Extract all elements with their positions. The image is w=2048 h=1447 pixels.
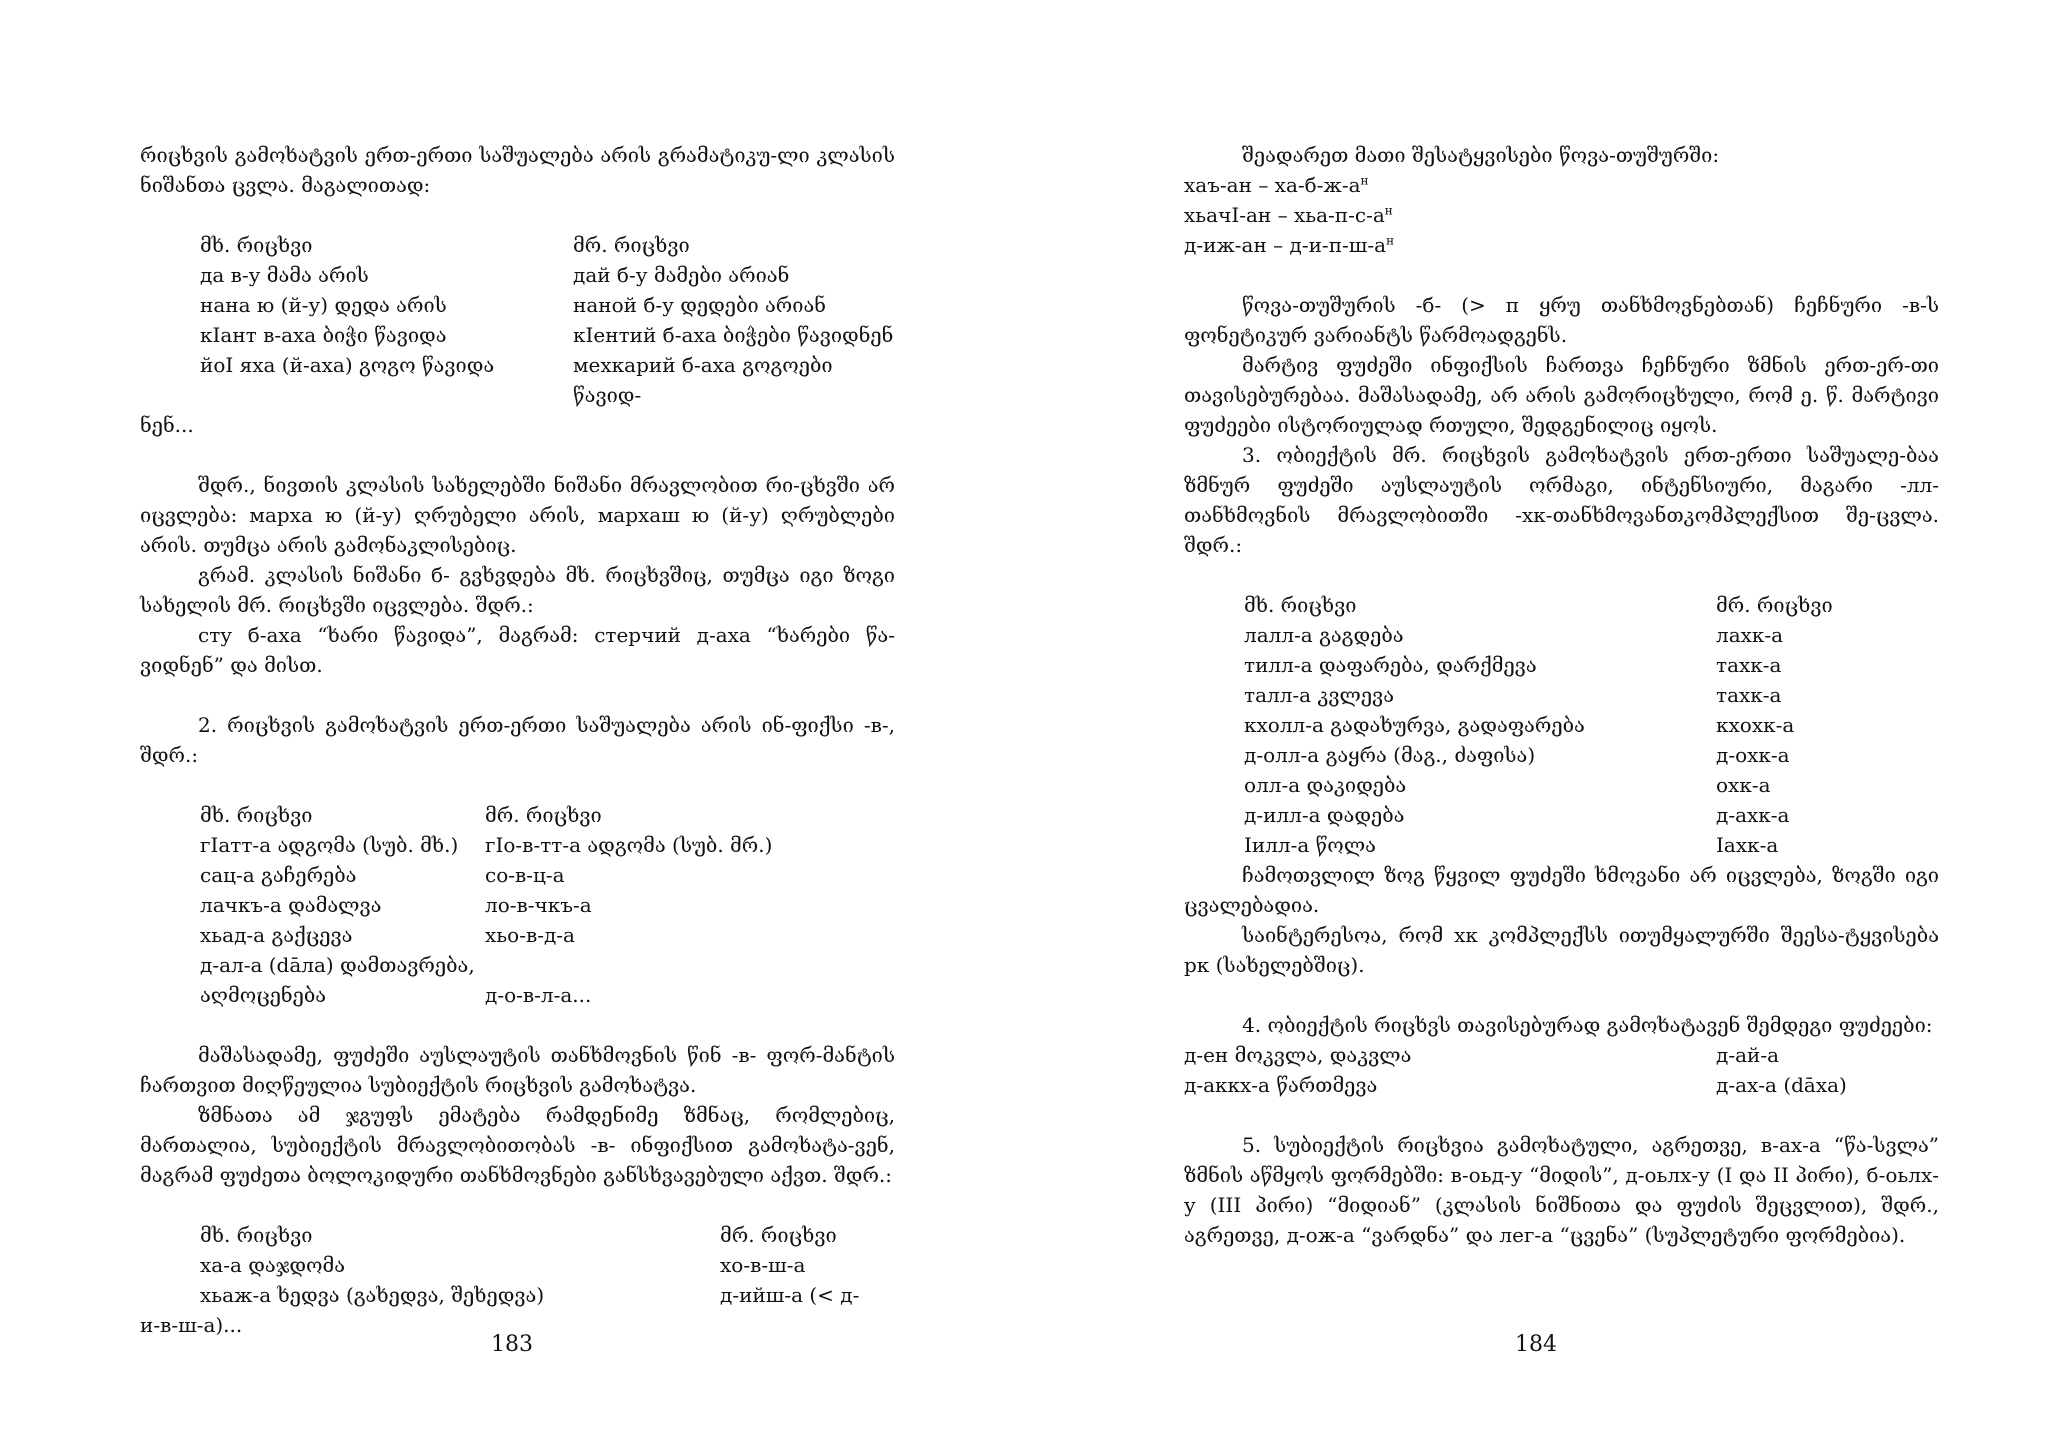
plural-form: ло-в-чкъ-а — [485, 893, 592, 917]
column-header-singular: მხ. რიცხვი — [200, 1223, 313, 1247]
singular-form: нана ю (й-у) დედა არის — [200, 293, 447, 317]
plural-form: тахк-а — [1716, 683, 1782, 707]
singular-form: тилл-а დაფარება, დარქმევა — [1244, 653, 1537, 677]
plural-form: гIо-в-тт-а ადგომა (სუბ. მრ.) — [485, 833, 773, 857]
singular-form: хьаж-а ხედვა (გახედვა, შეხედვა) — [200, 1283, 545, 1307]
page-number: 184 — [1515, 1332, 1557, 1357]
plural-form: охк-а — [1716, 773, 1771, 797]
paragraph: საინტერესოა, რომ хк კომპლექსს ითუმყალურში შეესა-ტყვისება рк (სახელებშიც). — [1184, 923, 1939, 977]
plural-form: д-охк-а — [1716, 743, 1790, 767]
singular-form: да в-у მამა არის — [200, 263, 369, 287]
column-header-plural: მრ. რიცხვი — [485, 803, 602, 827]
form-pair: $хаъ-ан - ха-б-ж-а^н$ — [1184, 173, 1369, 197]
singular-form: лачкъ-а დამალვა — [200, 893, 382, 917]
singular-form: д-олл-а გაყრა (მაგ., ძაფისა) — [1244, 743, 1536, 767]
plural-form — [485, 950, 895, 980]
column-header-plural: მრ. რიცხვი — [720, 1223, 837, 1247]
paragraph: შდრ., ნივთის კლასის სახელებში ნიშანი მრავლობით რი-ცხვში არ იცვლება: мархa ю (й-у) ღრუბელი არის, мархаш ю (й-у) ღრუბლები არის. თუმცა არის გამონაკლისებიც. — [140, 473, 895, 557]
form-correspondence-list — [1184, 170, 1939, 260]
paragraph: сту б-аха “ხარი წავიდა”, მაგრამ: стерчий д-аха “ხარები წა-ვიდნენ” და მისთ. — [140, 623, 895, 677]
column-header-singular: მხ. რიცხვი — [200, 233, 313, 257]
example-table-object-stems — [1184, 1040, 1939, 1100]
left-text-column — [140, 140, 895, 1340]
singular-form: д-илл-а დადება — [1244, 803, 1405, 827]
page-number: 183 — [491, 1332, 533, 1357]
singular-form: д-ал-а (dāла) დამთავრება, — [200, 953, 475, 977]
plural-form: хо-в-ш-а — [720, 1253, 806, 1277]
paragraph: რიცხვის გამოხატვის ერთ-ერთი საშუალება არის გრამატიკუ-ლი კლასის ნიშანთა ცვლა. მაგალითად: — [140, 143, 895, 197]
singular-form: гIатт-а ადგომა (სუბ. მხ.) — [200, 833, 459, 857]
column-header-singular: მხ. რიცხვი — [1244, 593, 1357, 617]
plural-form: мехкарий б-аха გოგოები წავიდ- — [573, 353, 833, 407]
paragraph: ჩამოთვლილ ზოგ წყვილ ფუძეში ხმოვანი არ იცვლება, ზოგში იგი ცვალებადია. — [1184, 863, 1939, 917]
plural-form: со-в-ц-а — [485, 863, 565, 887]
paragraph: 2. რიცხვის გამოხატვის ერთ-ერთი საშუალება არის ინ-ფიქსი -в-, შდრ.: — [140, 713, 895, 767]
form-pair: $д-иж-ан - д-и-п-ш-а^н$ — [1184, 233, 1395, 257]
singular-form: лалл-а გაგდება — [1244, 623, 1404, 647]
plural-form: лахк-а — [1716, 623, 1784, 647]
plural-form: д-ийш-а (< д- — [720, 1283, 860, 1307]
paragraph: 4. ობიექტის რიცხვს თავისებურად გამოხატავენ შემდეგი ფუძეები: — [1242, 1013, 1933, 1037]
plural-form: д-ах-а (dāха) — [1716, 1073, 1847, 1097]
example-table-object-plural — [1184, 590, 1939, 860]
plural-form: д-ай-а — [1716, 1043, 1780, 1067]
singular-form: ха-а დაჯდომა — [200, 1253, 346, 1277]
paragraph: გრამ. კლასის ნიშანი б- გვხვდება მხ. რიცხვშიც, თუმცა იგი ზოგი სახელის მრ. რიცხვში იცვლება. შდრ.: — [140, 563, 895, 617]
singular-form: д-ен მოკვლა, დაკვლა — [1184, 1043, 1412, 1067]
paragraph: წოვა-თუშურის -б- (> п ყრუ თანხმოვნებთან) ჩეჩნური -в-ს ფონეტიკურ ვარიანტს წარმოადგენს. — [1184, 293, 1939, 347]
paragraph: 5. სუბიექტის რიცხვია გამოხატული, აგრეთვე, в-ах-а “წა-სვლა” ზმნის აწმყოს ფორმებში: в-оьд-у “მიდის”, д-оьлх-у (I და II პირი), б-оьлх-у (III პირი) “მიდიან” (კლასის ნიშნითა და ფუძის შეცვლით), შდრ., აგრეთვე, д-ож-а “ვარდნა” და лег-а “ცვენა” (სუპლეტური ფორმებია). — [1184, 1133, 1939, 1247]
plural-form: кхохк-а — [1716, 713, 1795, 737]
singular-form: сац-а გაჩერება — [200, 863, 357, 887]
form-pair: хьачI-ан – хьа-$п-с-а^н$ — [1184, 203, 1393, 227]
singular-form: д-аккх-а წართმევა — [1184, 1073, 1378, 1097]
singular-form: олл-а დაკიდება — [1244, 773, 1407, 797]
singular-form: кIант в-аха ბიჭი წავიდა — [200, 323, 447, 347]
singular-form: хьад-а გაქცევა — [200, 923, 353, 947]
singular-form: кхолл-а გადახურვა, გადაფარება — [1244, 713, 1585, 737]
example-table-consonants — [140, 1220, 895, 1340]
singular-form: йоI яха (й-аха) გოგო წავიდა — [200, 353, 495, 377]
paragraph: მარტივ ფუძეში ინფიქსის ჩართვა ჩეჩნური ზმნის ერთ-ერ-თი თავისებურებაა. მაშასადამე, არ არის გამორიცხული, რომ ე. წ. მარტივი ფუძეები ისტორიულად რთული, შედგენილიც იყოს. — [1184, 353, 1939, 437]
plural-form: Iахк-а — [1716, 833, 1779, 857]
singular-form: აღმოცენება — [200, 983, 327, 1007]
plural-form: тахк-а — [1716, 653, 1782, 677]
column-header-singular: მხ. რიცხვი — [200, 803, 313, 827]
right-text-column — [1184, 140, 1939, 1250]
right-page — [1024, 0, 2048, 1447]
wrapped-continuation: ნენ... — [140, 413, 194, 437]
paragraph: შეადარეთ მათი შესატყვისები წოვა-თუშურში: — [1242, 143, 1720, 167]
plural-form: наной б-у დედები არიან — [573, 293, 826, 317]
column-header-plural: მრ. რიცხვი — [1716, 593, 1833, 617]
singular-form: талл-а კვლევა — [1244, 683, 1394, 707]
plural-form: кIентий б-аха ბიჭები წავიდნენ — [573, 323, 894, 347]
example-table-class-markers — [140, 230, 895, 440]
paragraph: ზმნათა ამ ჯგუფს ემატება რამდენიმე ზმნაც, რომლებიც, მართალია, სუბიექტის მრავლობითობას -в- ინფიქსით გამოხატა-ვენ, მაგრამ ფუძეთა ბოლოკიდური თანხმოვნები განსხვავებული აქვთ. შდრ.: — [140, 1103, 895, 1187]
paragraph: მაშასადამე, ფუძეში აუსლაუტის თანხმოვნის წინ -в- ფორ-მანტის ჩართვით მიღწეულია სუბიექტის რიცხვის გამოხატვა. — [140, 1043, 895, 1097]
plural-form: д-ахк-а — [1716, 803, 1790, 827]
plural-form: хьо-в-д-а — [485, 923, 575, 947]
plural-form: дай б-у მამები არიან — [573, 263, 790, 287]
paragraph: 3. ობიექტის მრ. რიცხვის გამოხატვის ერთ-ერთი საშუალე-ბაა ზმნურ ფუძეში აუსლაუტის ორმაგი, ინტენსიური, მაგარი -лл- თანხმოვნის მრავლობითში -хк-თანხმოვანთკომპლექსით შე-ცვლა. შდრ.: — [1184, 443, 1939, 557]
singular-form: Iилл-а წოლა — [1244, 833, 1376, 857]
example-table-infix — [140, 800, 895, 1010]
column-header-plural: მრ. რიცხვი — [573, 233, 690, 257]
plural-form: д-о-в-л-а... — [485, 983, 592, 1007]
wrapped-continuation: и-в-ш-а)... — [140, 1313, 243, 1337]
